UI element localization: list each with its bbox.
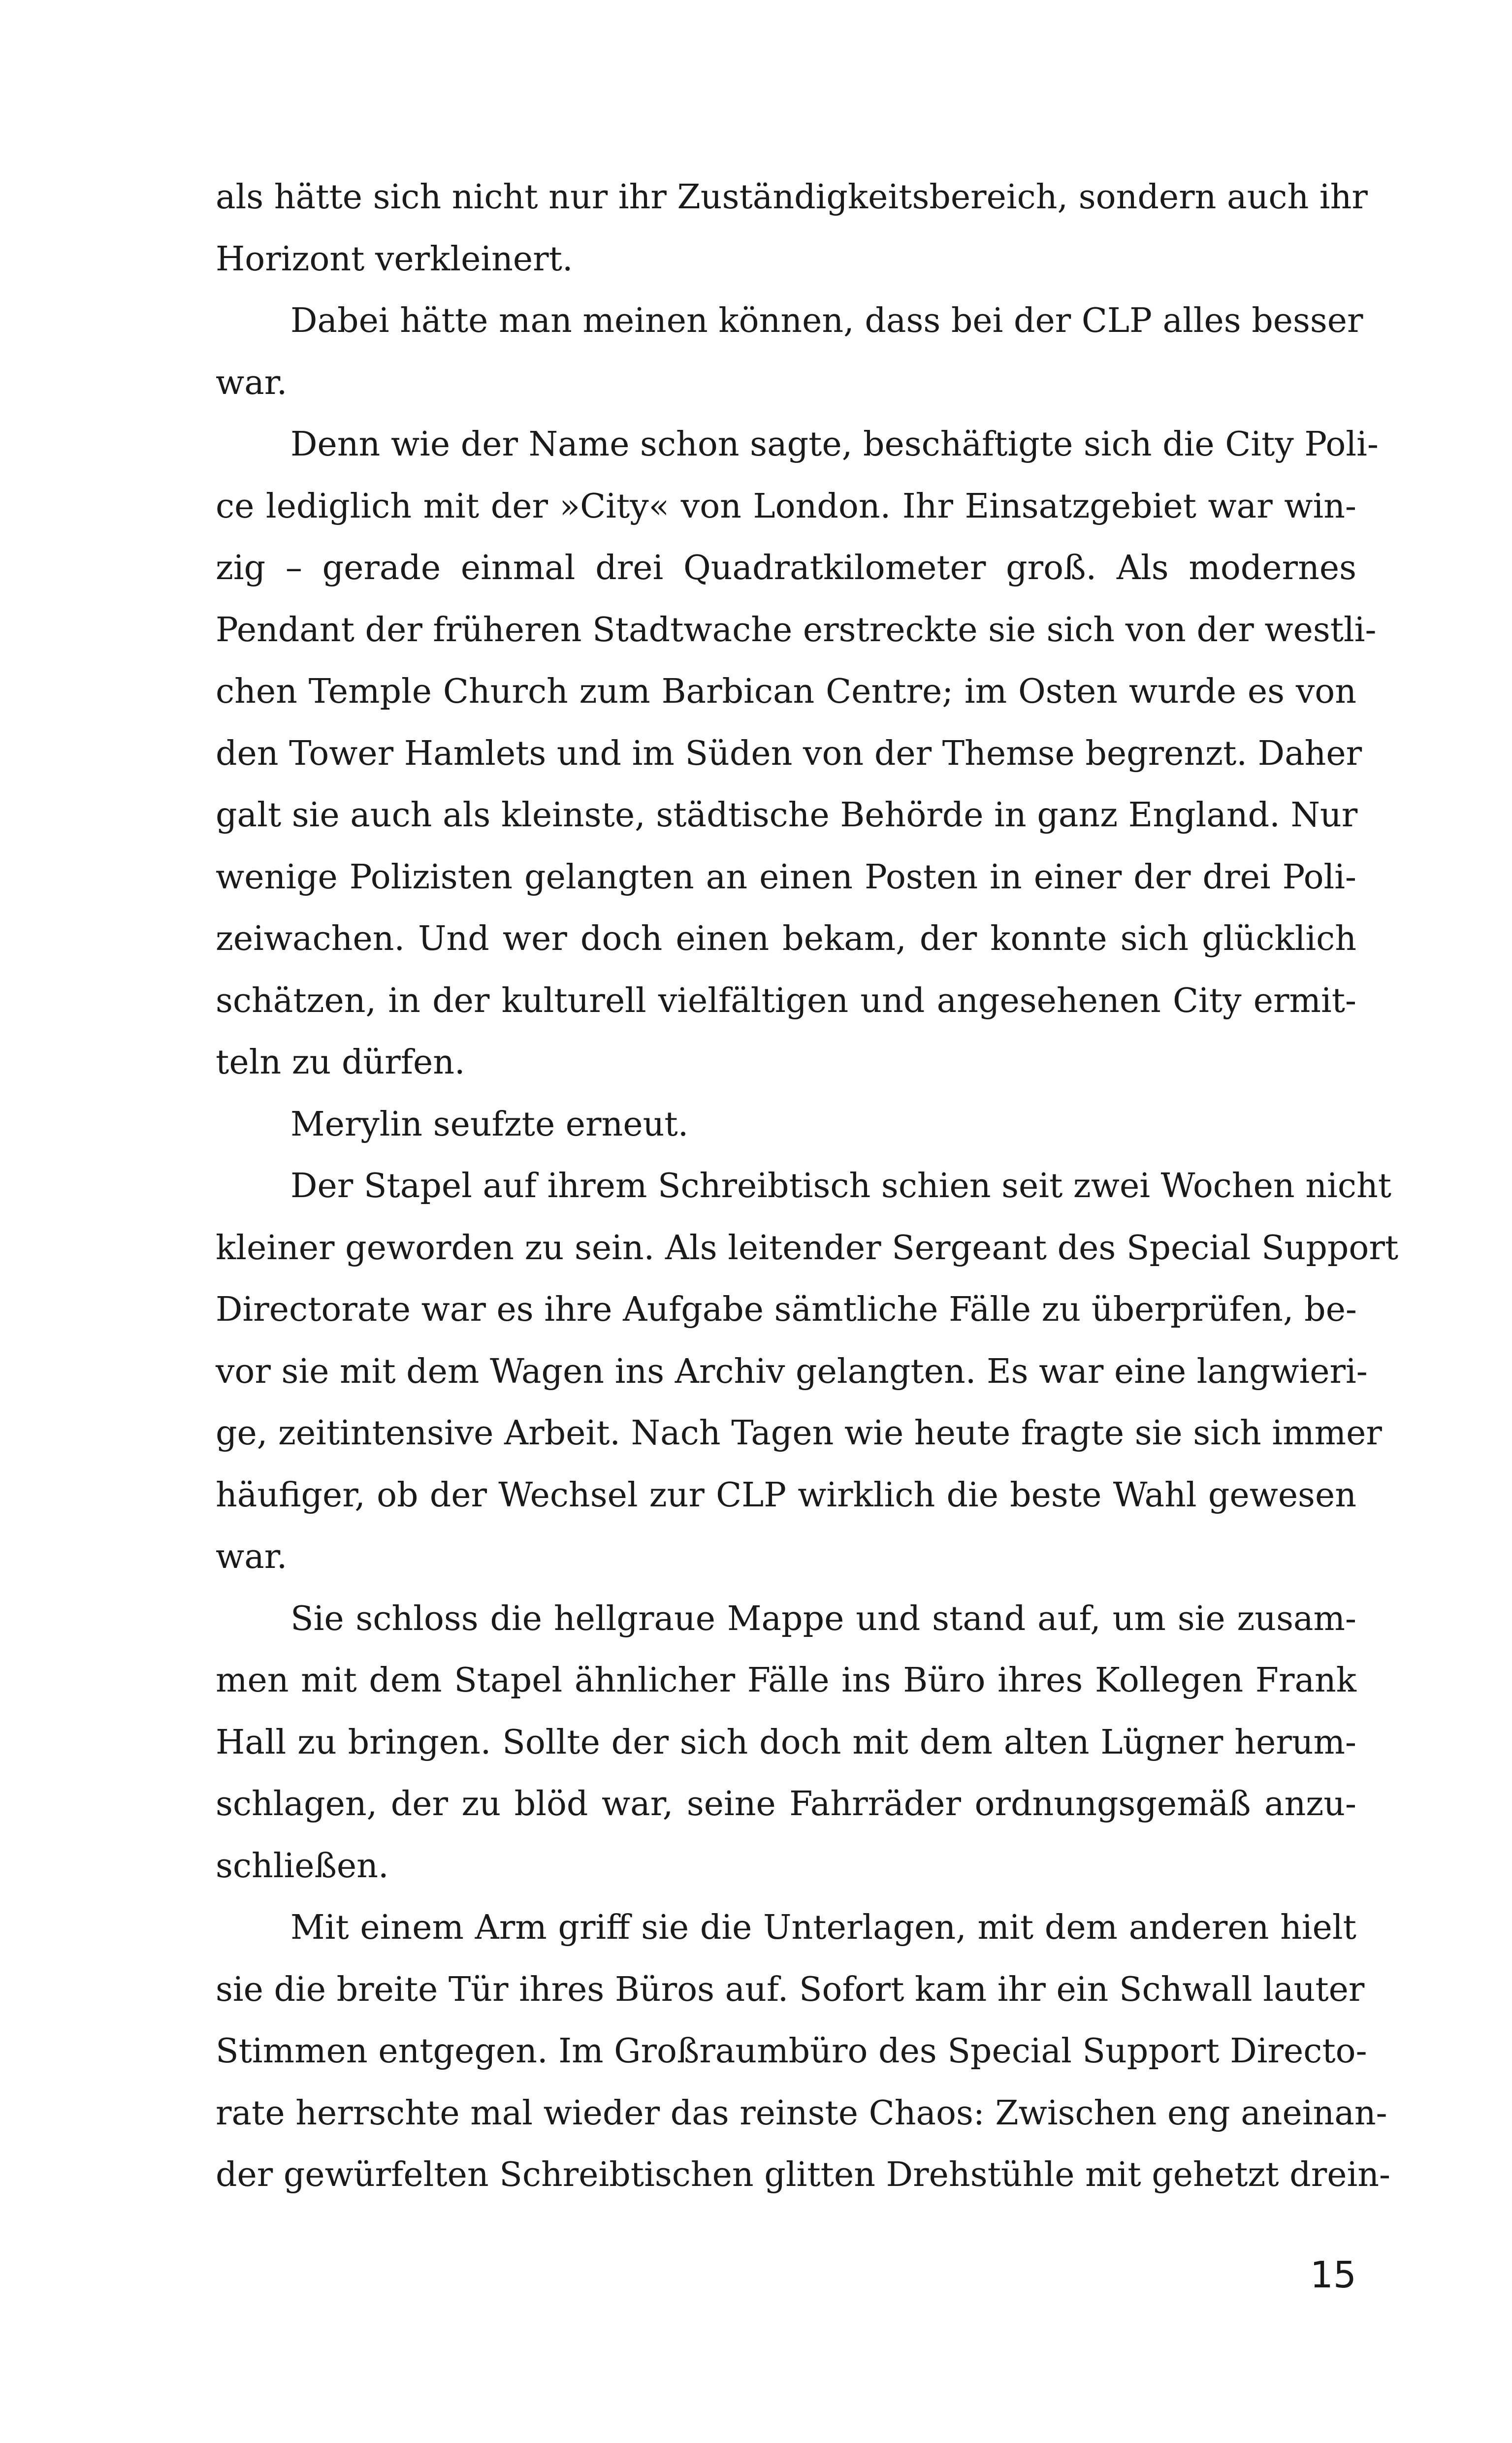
text-line: Stimmen entgegen. Im Großraumbüro des Special Support Directo- <box>216 2032 1367 2071</box>
text-line: kleiner geworden zu sein. Als leitender Sergeant des Special Support <box>216 1228 1399 1268</box>
text-line: schließen. <box>216 1846 389 1886</box>
text-line: als hätte sich nicht nur ihr Zuständigkeitsbereich, sondern auch ihr <box>216 178 1368 217</box>
text-line: Denn wie der Name schon sagte, beschäftigte sich die City Poli- <box>290 425 1379 464</box>
text-line: Der Stapel auf ihrem Schreibtisch schien seit zwei Wochen nicht <box>290 1167 1392 1205</box>
paragraph <box>216 1094 1356 1156</box>
text-line: vor sie mit dem Wagen ins Archiv gelangten. Es war eine langwieri- <box>216 1352 1368 1391</box>
text-line: zeiwachen. Und wer doch einen bekam, der konnte sich glücklich <box>216 919 1356 958</box>
text-line: sie die breite Tür ihres Büros auf. Sofort kam ihr ein Schwall lauter <box>216 1970 1365 2009</box>
text-line: Directorate war es ihre Aufgabe sämtliche Fälle zu überprüfen, be- <box>216 1290 1357 1329</box>
text-line: Hall zu bringen. Sollte der sich doch mit dem alten Lügner herum- <box>216 1723 1356 1762</box>
text-line: ge, zeitintensive Arbeit. Nach Tagen wie heute fragte sie sich immer <box>216 1414 1382 1453</box>
paragraph <box>216 414 1379 1094</box>
text-line: den Tower Hamlets und im Süden von der Themse begrenzt. Daher <box>216 734 1362 773</box>
text-line: schätzen, in der kulturell vielfältigen und angesehenen City ermit- <box>216 981 1356 1020</box>
text-line: häufiger, ob der Wechsel zur CLP wirklich die beste Wahl gewesen <box>216 1475 1356 1515</box>
body-text <box>216 166 1399 2206</box>
text-line: ce lediglich mit der »City« von London. Ihr Einsatzgebiet war win- <box>216 487 1356 526</box>
text-line: Mit einem Arm griff sie die Unterlagen, mit dem anderen hielt <box>290 1908 1356 1947</box>
paragraph <box>216 1897 1390 2206</box>
text-line: war. <box>216 363 288 402</box>
paragraph <box>216 290 1363 414</box>
text-line: men mit dem Stapel ähnlicher Fälle ins Büro ihres Kollegen Frank <box>216 1661 1356 1700</box>
text-line: Horizont verkleinert. <box>216 239 573 279</box>
text-line: der gewürfelten Schreibtischen glitten Drehstühle mit gehetzt drein- <box>216 2155 1390 2194</box>
text-line: chen Temple Church zum Barbican Centre; im Osten wurde es von <box>216 672 1356 711</box>
text-line: schlagen, der zu blöd war, seine Fahrräder ordnungsgemäß anzu- <box>216 1785 1356 1824</box>
text-line: galt sie auch als kleinste, städtische Behörde in ganz England. Nur <box>216 796 1358 835</box>
text-line: Pendant der früheren Stadtwache erstreckte sie sich von der westli- <box>216 610 1377 650</box>
text-line: Merylin seufzte erneut. <box>290 1105 689 1144</box>
text-line: teln zu dürfen. <box>216 1043 465 1082</box>
page-number: 15 <box>1310 2254 1356 2296</box>
text-line: zig – gerade einmal drei Quadratkilometer groß. Als modernes <box>216 549 1356 587</box>
paragraph <box>216 1155 1399 1588</box>
text-line: war. <box>216 1537 288 1576</box>
text-line: wenige Polizisten gelangten an einen Posten in einer der drei Poli- <box>216 857 1356 897</box>
paragraph <box>216 166 1368 290</box>
text-line: rate herrschte mal wieder das reinste Chaos: Zwischen eng aneinan- <box>216 2093 1387 2133</box>
text-line: Dabei hätte man meinen können, dass bei der CLP alles besser <box>290 301 1363 340</box>
paragraph <box>216 1588 1356 1897</box>
text-line: Sie schloss die hellgraue Mappe und stand auf, um sie zusam- <box>290 1599 1356 1638</box>
